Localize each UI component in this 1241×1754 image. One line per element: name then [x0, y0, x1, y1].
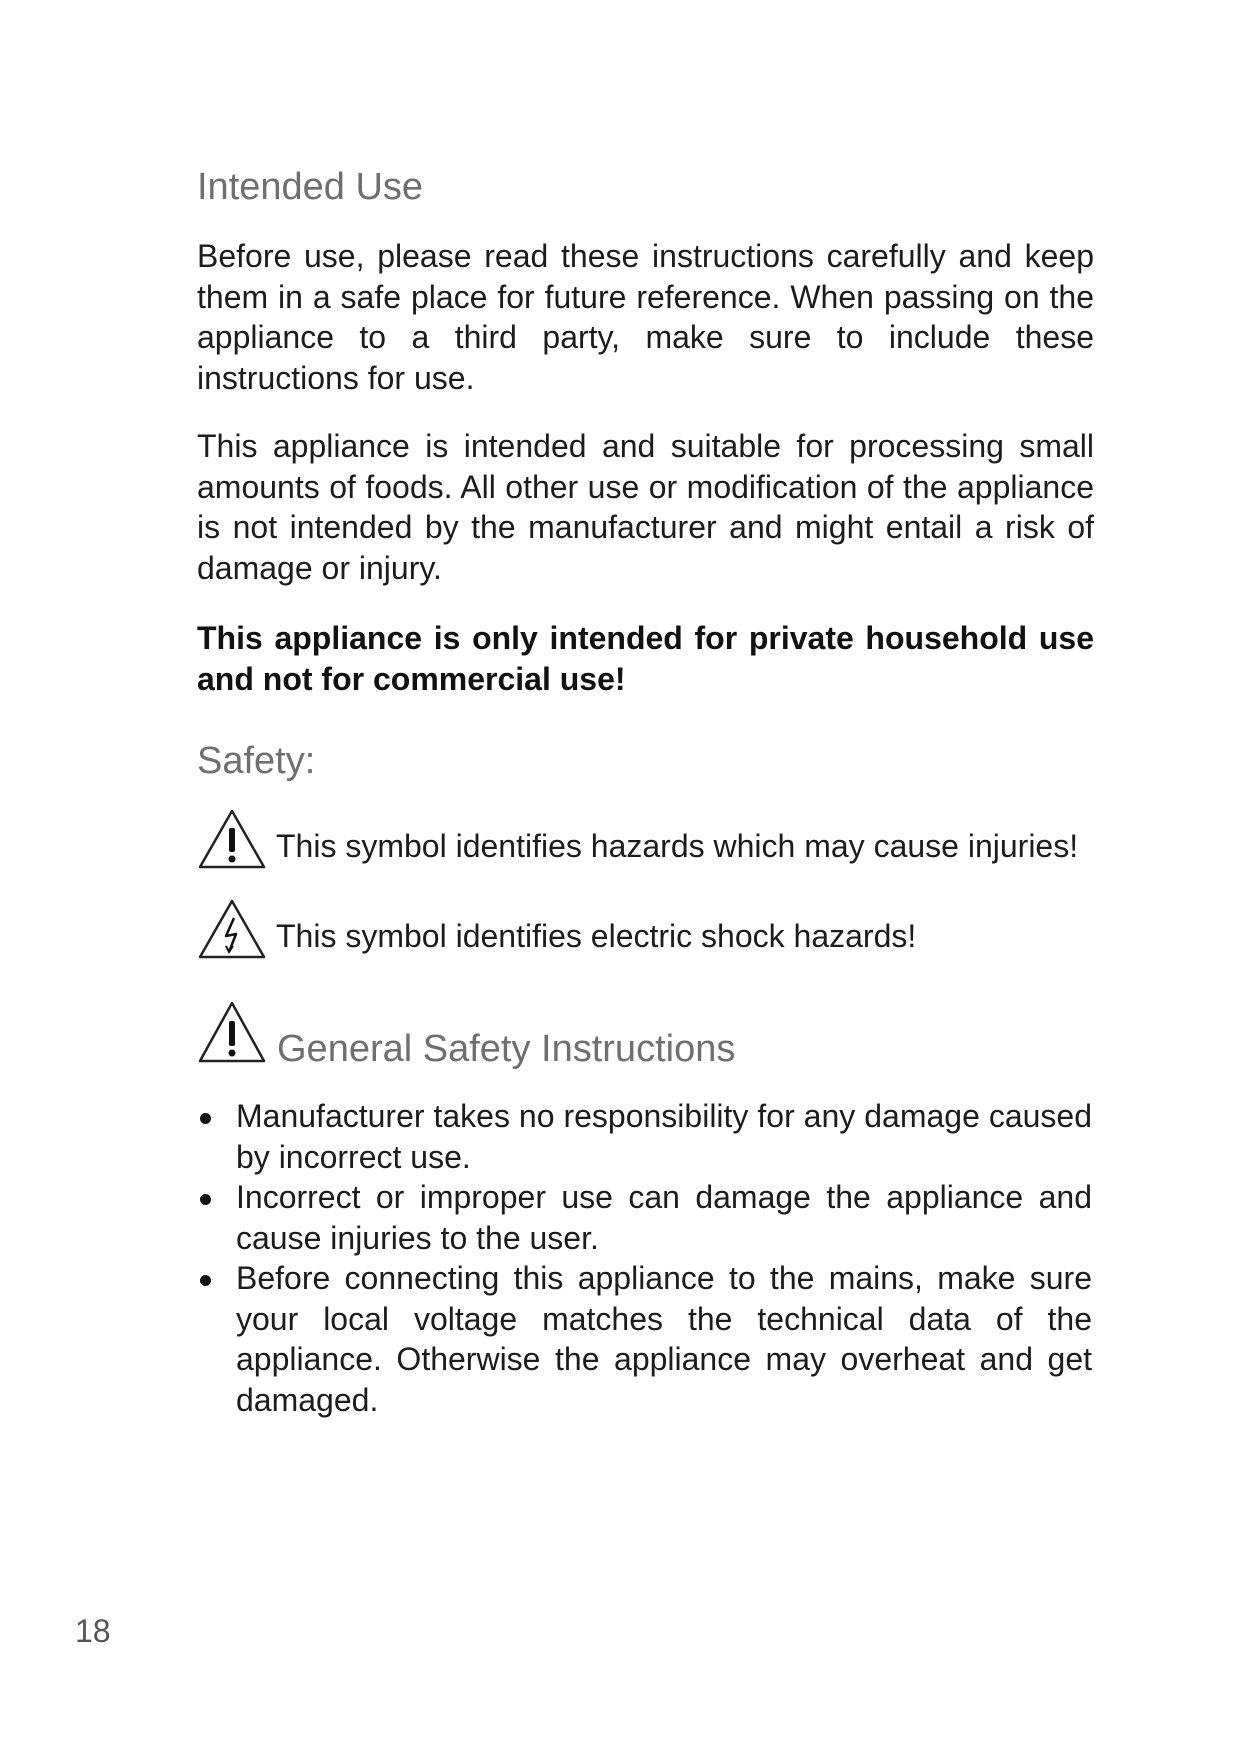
bullet-icon [200, 1113, 211, 1124]
general-safety-heading: General Safety Instructions [277, 1028, 736, 1070]
safety-heading: Safety: [197, 740, 316, 782]
page-number: 18 [75, 1613, 111, 1649]
intended-use-heading: Intended Use [197, 166, 424, 208]
safety-instructions-list [196, 1096, 1096, 1420]
electric-shock-icon [197, 898, 267, 960]
hazard-symbol-text: This symbol identifies hazards which may cause injuries! [276, 828, 1079, 864]
list-item: Manufacturer takes no responsibility for any damage caused by incorrect use. [196, 1096, 1092, 1177]
purpose-paragraph: This appliance is intended and suitable for processing small amounts of foods. All other use or modification of the appliance is not intended by the manufacturer and might entail a risk of damage or injury. [197, 428, 1094, 586]
shock-symbol-row [197, 898, 1117, 962]
warning-icon [197, 808, 267, 870]
hazard-symbol-row [197, 808, 1117, 872]
list-item: Before connecting this appliance to the mains, make sure your local voltage matches the technical data of the appliance. Otherwise the appliance may overheat and get damaged. [196, 1258, 1092, 1420]
list-item: Incorrect or improper use can damage the appliance and cause injuries to the user. [196, 1177, 1092, 1258]
shock-symbol-text: This symbol identifies electric shock hazards! [276, 918, 917, 954]
household-use-notice: This appliance is only intended for private household use and not for commercial use! [197, 620, 1094, 697]
bullet-icon [200, 1275, 211, 1286]
general-safety-header [197, 1000, 897, 1070]
intro-paragraph: Before use, please read these instructions carefully and keep them in a safe place for future reference. When passing on the appliance to a third party, make sure to include these instructions for use. [197, 238, 1094, 396]
bullet-icon [200, 1194, 211, 1205]
warning-icon [197, 1000, 267, 1064]
